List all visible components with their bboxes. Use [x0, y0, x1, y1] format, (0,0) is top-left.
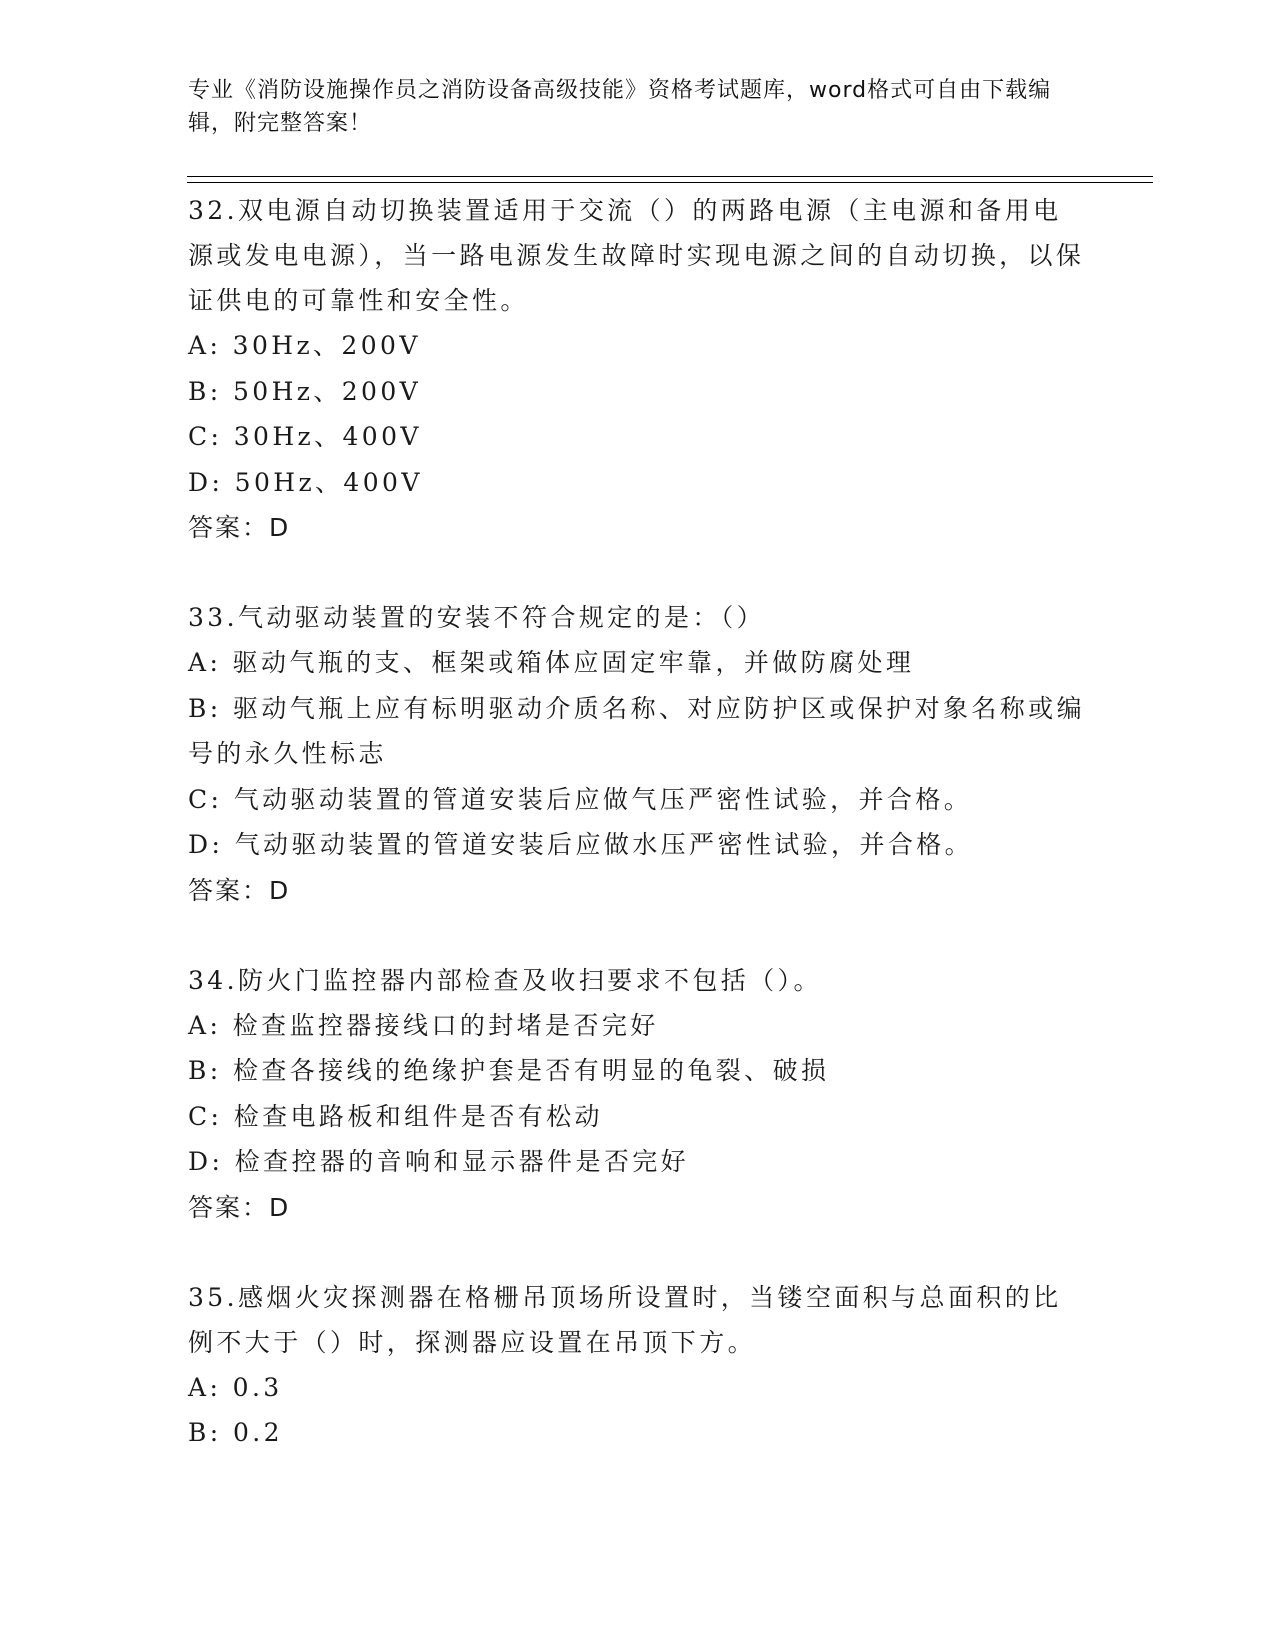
option-letter: A: — [188, 331, 222, 360]
header-divider-top — [187, 176, 1153, 177]
option-text: 0.3 — [232, 1372, 283, 1402]
document-header-note: 专业《消防设施操作员之消防设备高级技能》资格考试题库，word格式可自由下载编辑，附完整答案！ — [188, 78, 1052, 136]
option-letter: C: — [188, 422, 223, 451]
option-text: 检查监控器接线口的封堵是否完好 — [232, 1010, 659, 1040]
option-text: 30Hz、400V — [233, 422, 422, 451]
option-b — [188, 1048, 1088, 1094]
option-text: 0.2 — [232, 1418, 283, 1447]
question-34 — [188, 958, 1088, 1231]
answer-line: 答案：D — [188, 1192, 291, 1222]
option-d — [188, 460, 1088, 506]
question-stem: 32.双电源自动切换装置适用于交流（）的两路电源（主电源和备用电源或发电电源），当一路电源发生故障时实现电源之间的自动切换，以保证供电的可靠性和安全性。 — [188, 196, 1085, 315]
question-35 — [188, 1275, 1088, 1456]
option-text: 50Hz、400V — [234, 467, 423, 497]
question-32 — [188, 188, 1088, 551]
option-d — [188, 822, 1088, 868]
option-letter: A: — [188, 1010, 222, 1040]
option-d — [188, 1139, 1088, 1185]
option-text: 驱动气瓶上应有标明驱动介质名称、对应防护区或保护对象名称或编号的永久性标志 — [188, 693, 1085, 768]
option-text: 50Hz、200V — [232, 376, 422, 406]
option-c — [188, 1094, 1088, 1140]
option-letter: D: — [188, 1147, 224, 1176]
option-text: 检查控器的音响和显示器件是否完好 — [234, 1147, 690, 1176]
option-letter: B: — [188, 1056, 222, 1085]
option-b — [188, 1410, 1088, 1456]
option-text: 气动驱动装置的管道安装后应做水压严密性试验，并合格。 — [234, 830, 974, 859]
option-letter: D: — [188, 467, 224, 497]
option-c — [188, 414, 1088, 460]
option-text: 30Hz、200V — [232, 331, 421, 360]
option-letter: D: — [188, 830, 224, 859]
question-stem: 34.防火门监控器内部检查及收扫要求不包括（）。 — [188, 965, 822, 995]
option-text: 检查电路板和组件是否有松动 — [233, 1101, 603, 1131]
option-text: 驱动气瓶的支、框架或箱体应固定牢靠，并做防腐处理 — [232, 648, 915, 677]
answer-line: 答案：D — [188, 513, 291, 542]
option-letter: B: — [188, 376, 222, 406]
option-text: 气动驱动装置的管道安装后应做气压严密性试验，并合格。 — [233, 784, 973, 814]
option-a — [188, 1365, 1088, 1411]
header-divider-bottom — [187, 182, 1153, 183]
option-a — [188, 1003, 1088, 1049]
option-a — [188, 640, 1088, 686]
option-letter: A: — [188, 1372, 222, 1402]
option-letter: A: — [188, 648, 222, 677]
option-letter: C: — [188, 1101, 223, 1131]
option-a — [188, 323, 1088, 369]
question-stem: 35.感烟火灾探测器在格栅吊顶场所设置时，当镂空面积与总面积的比例不大于（）时，探测器应设置在吊顶下方。 — [188, 1282, 1062, 1357]
question-33 — [188, 595, 1088, 914]
option-c — [188, 777, 1088, 823]
option-letter: C: — [188, 784, 223, 814]
option-letter: B: — [188, 1418, 222, 1447]
option-text: 检查各接线的绝缘护套是否有明显的龟裂、破损 — [232, 1056, 830, 1085]
answer-line: 答案：D — [188, 875, 291, 905]
option-letter: B: — [188, 693, 222, 723]
option-b — [188, 369, 1088, 415]
option-b — [188, 686, 1088, 777]
question-stem: 33.气动驱动装置的安装不符合规定的是：（） — [188, 603, 766, 632]
question-list — [188, 188, 1088, 1500]
